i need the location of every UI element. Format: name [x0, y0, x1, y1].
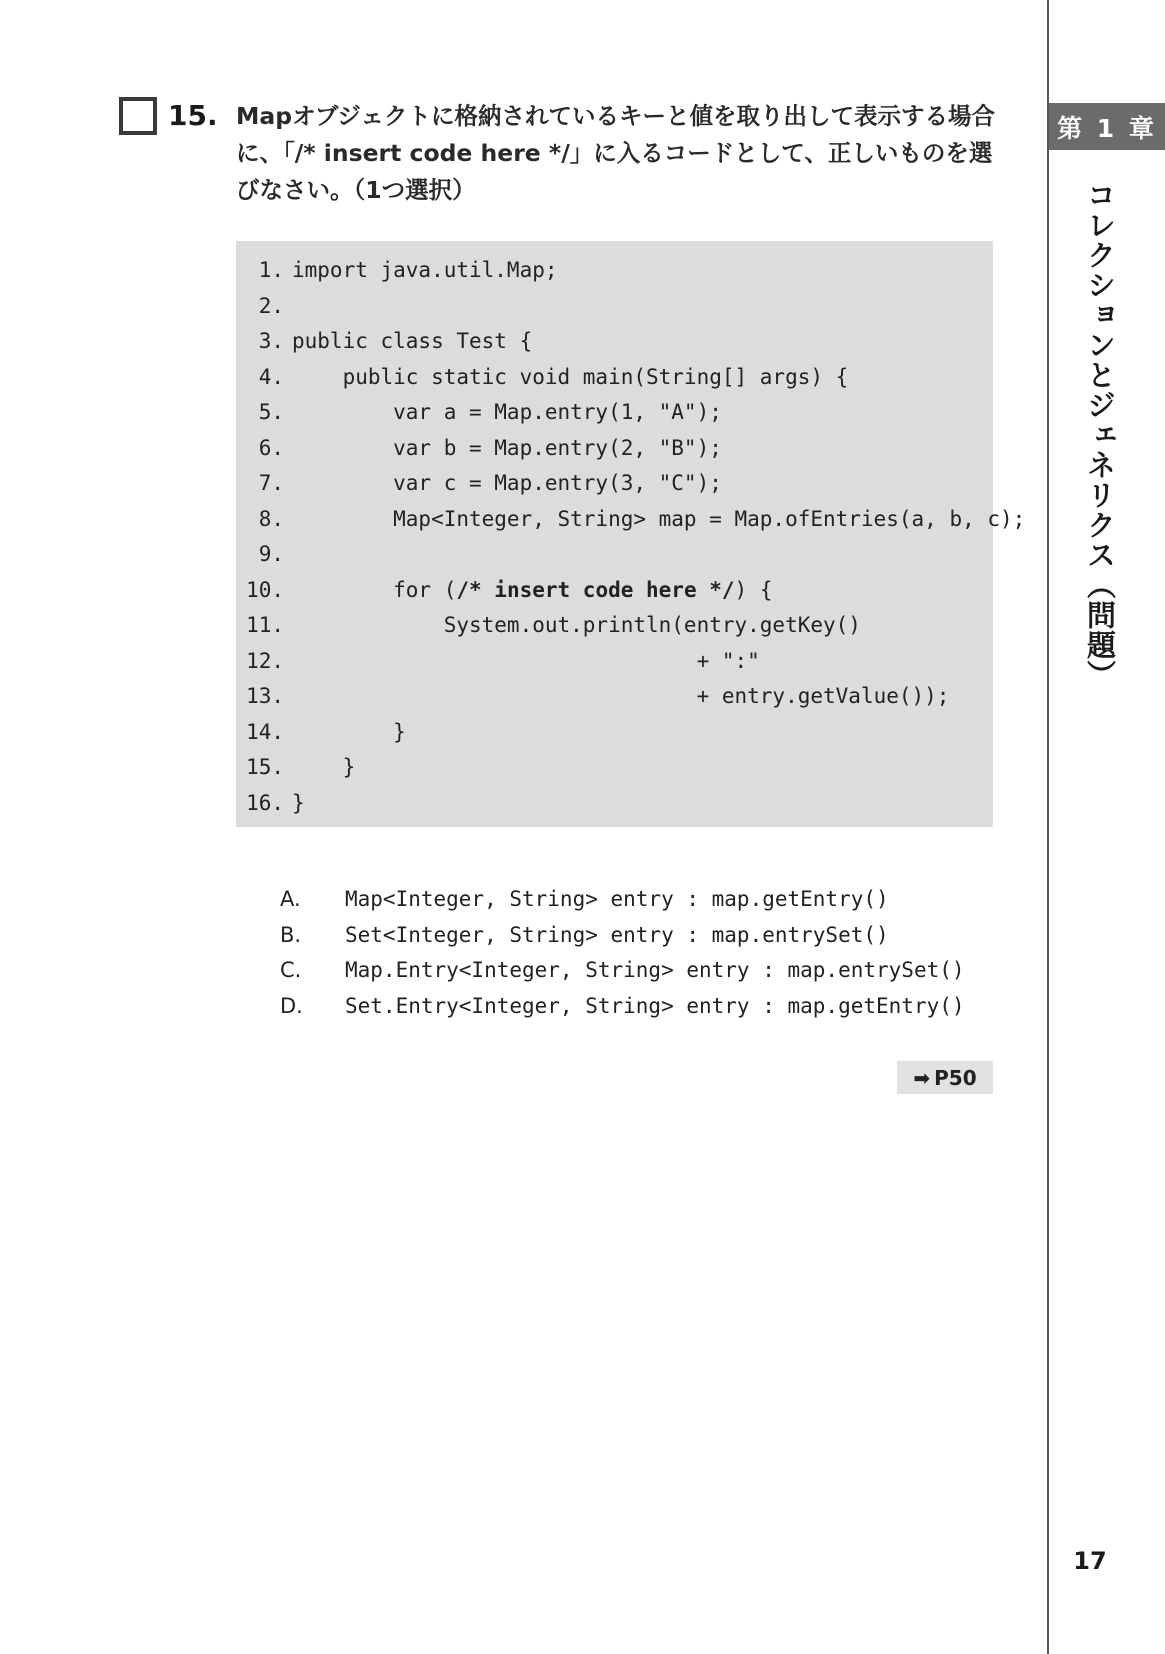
code-line [236, 289, 1025, 325]
code-line [236, 502, 1025, 538]
code-line [236, 431, 1025, 467]
line-code: Map<Integer, String> map = Map.ofEntries(a, b, c); [292, 506, 1026, 531]
line-number: 1. [258, 258, 284, 282]
choice-code: Set<Integer, String> entry : map.entrySet() [345, 922, 889, 947]
code-line [236, 537, 1025, 573]
line-number: 2. [258, 293, 284, 318]
code-line [236, 466, 1025, 502]
code-line [236, 715, 1025, 751]
line-number: 5. [258, 400, 284, 424]
code-listing [236, 241, 1026, 827]
choice-letter: D. [280, 993, 303, 1018]
question-text: Mapオブジェクトに格納されているキーと値を取り出して表示する場合に、「/* insert code here */」に入るコードとして、正しいものを選びなさい。（1つ選択） [236, 102, 995, 204]
line-number: 13. [246, 684, 284, 708]
choice-letter: B. [280, 922, 302, 947]
line-code: public static void main(String[] args) { [292, 364, 849, 389]
page-number: 17 [1073, 1547, 1107, 1575]
line-number: 10. [246, 577, 284, 602]
choice-code: Map<Integer, String> entry : map.getEntry() [345, 887, 889, 911]
line-code: import java.util.Map; [292, 258, 558, 282]
line-code-post: ) { [734, 577, 773, 602]
line-number: 15. [246, 755, 284, 779]
question-checkbox[interactable] [119, 97, 157, 135]
code-line [236, 395, 1025, 431]
sidebar-divider [1047, 0, 1049, 1654]
choice-d[interactable] [280, 989, 965, 1025]
code-line [236, 253, 1025, 289]
line-number: 4. [258, 364, 284, 389]
choice-letter: C. [280, 958, 302, 982]
line-number: 8. [258, 506, 284, 531]
line-number: 9. [258, 542, 284, 566]
code-line [236, 324, 1025, 360]
line-code: System.out.println(entry.getKey() [292, 613, 861, 637]
answer-page-label: P50 [934, 1065, 977, 1090]
choice-a[interactable] [280, 882, 965, 918]
line-code: + ":" [292, 648, 760, 673]
chapter-tab [1049, 103, 1165, 150]
line-code: var b = Map.entry(2, "B"); [292, 435, 722, 460]
line-number: 3. [258, 329, 284, 353]
arrow-right-icon: ➡ [913, 1065, 931, 1090]
choice-letter: A. [280, 887, 301, 911]
line-code: } [292, 719, 406, 744]
insert-code-placeholder: /* insert code here */ [456, 577, 735, 602]
line-number: 6. [258, 435, 284, 460]
code-line [236, 608, 1025, 644]
line-code-pre: for ( [292, 577, 457, 602]
line-code: var c = Map.entry(3, "C"); [292, 471, 722, 495]
code-line [236, 360, 1025, 396]
line-code: public class Test { [292, 329, 533, 353]
code-line [236, 573, 1025, 609]
choice-c[interactable] [280, 953, 965, 989]
code-lines [236, 253, 1025, 821]
choice-code: Map.Entry<Integer, String> entry : map.entrySet() [345, 958, 965, 982]
code-line [236, 750, 1025, 786]
code-line [236, 644, 1025, 680]
choice-code: Set.Entry<Integer, String> entry : map.getEntry() [345, 993, 965, 1018]
code-line [236, 679, 1025, 715]
line-number: 12. [246, 648, 284, 673]
line-code: var a = Map.entry(1, "A"); [292, 400, 722, 424]
answer-page-link[interactable] [897, 1061, 993, 1094]
question-number: 15. [168, 99, 218, 132]
line-code: + entry.getValue()); [292, 684, 950, 708]
line-number: 7. [258, 471, 284, 495]
line-code: } [292, 755, 356, 779]
choice-b[interactable] [280, 918, 965, 954]
chapter-title: コレクションとジェネリクス（問題） [1083, 180, 1117, 690]
answer-choices [280, 882, 965, 1024]
line-code: } [292, 790, 305, 815]
line-number: 14. [246, 719, 284, 744]
line-number: 11. [246, 613, 284, 637]
code-line [236, 786, 1025, 822]
line-number: 16. [246, 790, 284, 815]
chapter-tab-label: 第 1 章 [1057, 113, 1157, 143]
